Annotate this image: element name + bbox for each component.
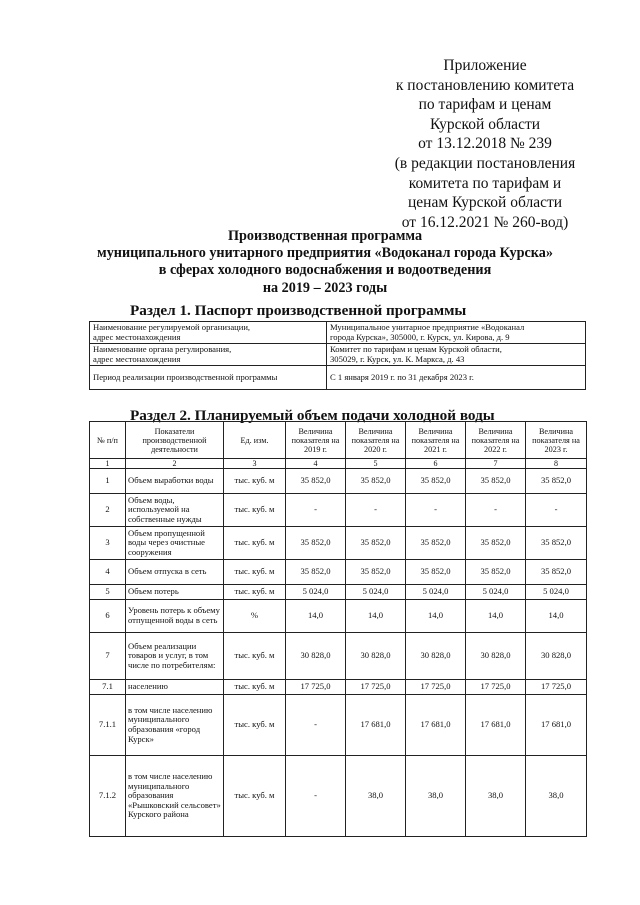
column-number: 4 [286,459,346,469]
value-cell: 14,0 [466,600,526,633]
indicator-name: населению [126,680,224,695]
appendix-line: от 16.12.2021 № 260-вод) [401,213,569,231]
indicator-name: Объем выработки воды [126,469,224,494]
row-number: 5 [90,585,126,600]
appendix-line: комитета по тарифам и [408,174,562,192]
indicator-name: Уровень потерь к объему отпущенной воды в сеть [126,600,224,633]
value-cell: 30 828,0 [466,633,526,680]
passport-label: Период реализации производственной программы [90,366,327,390]
title-line: Производственная программа [227,228,423,244]
value-cell: 38,0 [406,756,466,837]
passport-row [90,322,586,344]
value-cell: 17 681,0 [466,695,526,756]
value-cell: 17 725,0 [286,680,346,695]
table-row [90,633,587,680]
table-row [90,600,587,633]
value-cell: 14,0 [346,600,406,633]
header-cell: Величина показателя на 2022 г. [466,422,526,459]
header-cell: Величина показателя на 2021 г. [406,422,466,459]
value-cell: - [526,494,587,527]
indicator-name: Объем пропущенной воды через очистные сооружения [126,527,224,560]
value-cell: 17 725,0 [526,680,587,695]
value-cell: - [466,494,526,527]
passport-row [90,366,586,390]
title-line: муниципального унитарного предприятия «Водоканал города Курска» [97,245,553,262]
appendix-line: Курской области [429,115,541,133]
passport-label: Наименование органа регулирования, адрес местонахождения [90,344,327,366]
value-cell: 17 725,0 [406,680,466,695]
value-cell: 35 852,0 [286,560,346,585]
value-cell: 30 828,0 [406,633,466,680]
value-cell: 17 681,0 [526,695,587,756]
indicator-name: в том числе населению муниципального образования «Рышковский сельсовет» Курского района [126,756,224,837]
table-row [90,494,587,527]
value-cell: 35 852,0 [346,560,406,585]
value-cell: 35 852,0 [466,469,526,494]
title-line: в сферах холодного водоснабжения и водоотведения [158,262,492,279]
value-cell: 5 024,0 [526,585,587,600]
table-row [90,756,587,837]
value-cell: 35 852,0 [346,527,406,560]
value-cell: 38,0 [526,756,587,837]
appendix-block [390,56,580,232]
passport-row [90,344,586,366]
row-number: 7.1.2 [90,756,126,837]
value-cell: 35 852,0 [406,560,466,585]
row-number: 7.1.1 [90,695,126,756]
value-cell: 14,0 [406,600,466,633]
value-cell: 5 024,0 [406,585,466,600]
value-cell: 5 024,0 [346,585,406,600]
value-cell: 17 681,0 [346,695,406,756]
unit: тыс. куб. м [224,680,286,695]
value-cell: 17 681,0 [406,695,466,756]
indicator-name: Объем реализации товаров и услуг, в том числе по потребителям: [126,633,224,680]
row-number: 6 [90,600,126,633]
column-number: 6 [406,459,466,469]
document-title [60,228,590,297]
value-cell: 17 725,0 [466,680,526,695]
table-row [90,527,587,560]
unit: тыс. куб. м [224,756,286,837]
header-cell: № п/п [90,422,126,459]
appendix-line: к постановлению комитета [395,76,575,94]
row-number: 7.1 [90,680,126,695]
value-cell: 5 024,0 [466,585,526,600]
value-cell: 35 852,0 [286,469,346,494]
value-cell: - [286,695,346,756]
value-cell: 35 852,0 [526,469,587,494]
unit: % [224,600,286,633]
passport-value: Муниципальное унитарное предприятие «Водоканал города Курска», 305000, г. Курск, ул. Кирова, д. 9 [327,322,586,344]
table-header-row [90,422,587,459]
unit: тыс. куб. м [224,494,286,527]
header-cell: Ед. изм. [224,422,286,459]
table-row [90,585,587,600]
unit: тыс. куб. м [224,585,286,600]
table-row [90,469,587,494]
value-cell: 17 725,0 [346,680,406,695]
appendix-line: (в редакции постановления [394,154,576,172]
appendix-line: ценам Курской области [407,194,563,212]
value-cell: 35 852,0 [466,527,526,560]
value-cell: - [346,494,406,527]
value-cell: 35 852,0 [406,527,466,560]
table-body [90,469,587,837]
column-number: 8 [526,459,587,469]
header-cell: Величина показателя на 2020 г. [346,422,406,459]
row-number: 1 [90,469,126,494]
value-cell: 35 852,0 [526,560,587,585]
header-cell: Величина показателя на 2023 г. [526,422,587,459]
value-cell: 14,0 [526,600,587,633]
unit: тыс. куб. м [224,469,286,494]
value-cell: 38,0 [346,756,406,837]
column-number: 7 [466,459,526,469]
column-number: 1 [90,459,126,469]
value-cell: - [286,756,346,837]
value-cell: 35 852,0 [466,560,526,585]
row-number: 7 [90,633,126,680]
appendix-line: от 13.12.2018 № 239 [418,135,552,153]
value-cell: 30 828,0 [286,633,346,680]
indicator-name: Объем отпуска в сеть [126,560,224,585]
value-cell: 35 852,0 [346,469,406,494]
indicator-name: Объем воды, используемой на собственные нужды [126,494,224,527]
header-cell: Показатели производственной деятельности [126,422,224,459]
value-cell: 30 828,0 [346,633,406,680]
value-cell: 14,0 [286,600,346,633]
water-supply-table [89,421,587,837]
indicator-name: Объем потерь [126,585,224,600]
unit: тыс. куб. м [224,560,286,585]
section1-heading: Раздел 1. Паспорт производственной программы [130,302,467,319]
header-cell: Величина показателя на 2019 г. [286,422,346,459]
passport-value: Комитет по тарифам и ценам Курской области, 305029, г. Курск, ул. К. Маркса, д. 43 [327,344,586,366]
table-row [90,695,587,756]
column-number-row [90,459,587,469]
column-number: 3 [224,459,286,469]
section2-heading: Раздел 2. Планируемый объем подачи холодной воды [130,407,495,424]
value-cell: - [406,494,466,527]
unit: тыс. куб. м [224,527,286,560]
appendix-line: Приложение [443,57,527,74]
value-cell: 35 852,0 [526,527,587,560]
unit: тыс. куб. м [224,633,286,680]
column-number: 5 [346,459,406,469]
value-cell: 30 828,0 [526,633,587,680]
value-cell: 35 852,0 [286,527,346,560]
unit: тыс. куб. м [224,695,286,756]
value-cell: - [286,494,346,527]
passport-label: Наименование регулируемой организации, адрес местонахождения [90,322,327,344]
table-row [90,680,587,695]
row-number: 4 [90,560,126,585]
row-number: 3 [90,527,126,560]
indicator-name: в том числе населению муниципального образования «город Курск» [126,695,224,756]
column-number: 2 [126,459,224,469]
value-cell: 35 852,0 [406,469,466,494]
value-cell: 38,0 [466,756,526,837]
row-number: 2 [90,494,126,527]
passport-value: С 1 января 2019 г. по 31 декабря 2023 г. [327,366,586,390]
table-row [90,560,587,585]
passport-table [89,321,586,390]
appendix-line: по тарифам и ценам [418,96,552,114]
title-line: на 2019 – 2023 годы [262,279,388,296]
value-cell: 5 024,0 [286,585,346,600]
